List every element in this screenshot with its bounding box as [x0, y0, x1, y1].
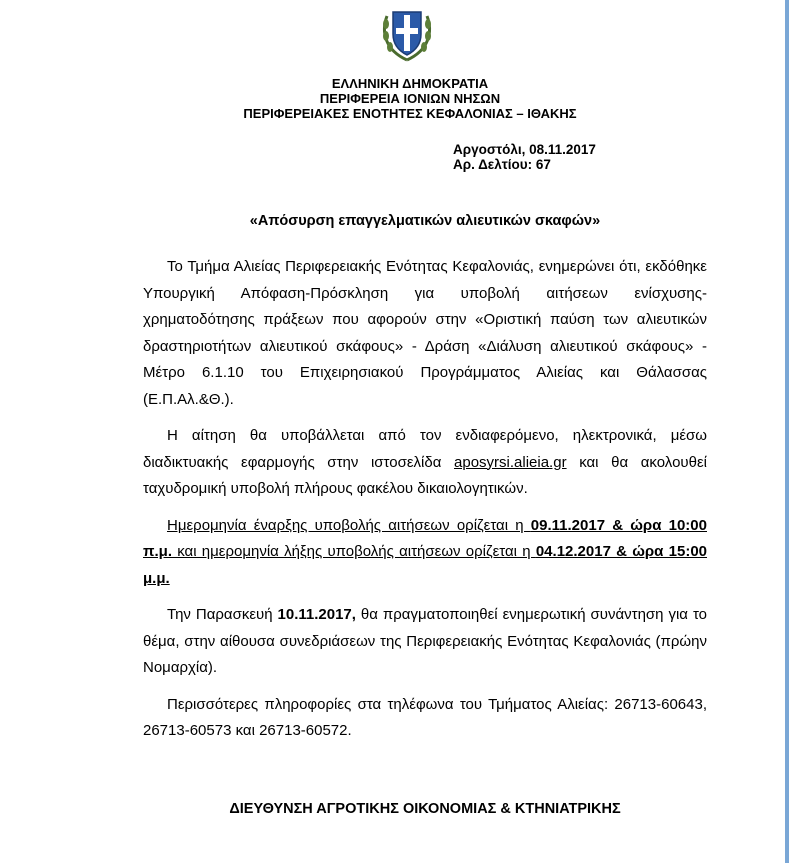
- paragraph-meeting: [143, 602, 707, 682]
- header-line-1: ΕΛΛΗΝΙΚΗ ΔΗΜΟΚΡΑΤΙΑ: [331, 76, 489, 91]
- paragraph-announcement: Το Τμήμα Αλιείας Περιφερειακής Ενότητας Κεφαλονιάς, ενημερώνει ότι, εκδόθηκε Υπουργική Απόφαση-Πρόσκληση για υποβολή αιτήσεων ενίσχυσης-χρηματοδότησης πράξεων που αφορούν στην «Οριστική παύση των αλιευτικών δραστηριοτήτων αλιευτικού σκάφους» - Δράση «Διάλυση αλιευτικού σκάφους» - Μέτρο 6.1.10 του Επιχειρησιακού Προγράμματος Αλιείας και Θάλασσας (Ε.Π.Αλ.&Θ.).: [143, 258, 707, 408]
- dates-text-2: και ημερομηνία λήξης υποβολής αιτήσεων ορίζεται η: [172, 543, 536, 560]
- paragraph-dates: [143, 513, 707, 593]
- dates-text-1: Ημερομηνία έναρξης υποβολής αιτήσεων ορίζεται η: [167, 516, 531, 534]
- document-meta: [453, 142, 596, 172]
- header-line-2: ΠΕΡΙΦΕΡΕΙΑ ΙΟΝΙΩΝ ΝΗΣΩΝ: [319, 91, 501, 106]
- place-date: Αργοστόλι, 08.11.2017: [453, 142, 596, 157]
- bulletin-number: Αρ. Δελτίου: 67: [453, 157, 551, 172]
- document-title: «Απόσυρση επαγγελματικών αλιευτικών σκαφών»: [249, 213, 601, 229]
- page-edge: [785, 0, 789, 863]
- paragraph-application-text-2: και θα ακολουθεί ταχυδρομική υποβολή πλήρους φακέλου δικαιολογητικών.: [143, 453, 707, 497]
- department-signature: ΔΙΕΥΘΥΝΣΗ ΑΓΡΟΤΙΚΗΣ ΟΙΚΟΝΟΜΙΑΣ & ΚΤΗΝΙΑΤΡΙΚΗΣ: [229, 801, 621, 817]
- application-website-link[interactable]: aposyrsi.alieia.gr: [454, 453, 567, 471]
- meeting-text-2: θα πραγματοποιηθεί ενημερωτική συνάντηση για το θέμα, στην αίθουσα συνεδριάσεων της Περιφερειακής Ενότητας Κεφαλονιάς (πρώην Νομαρχία).: [143, 606, 707, 676]
- meeting-text-1: Την Παρασκευή: [167, 606, 278, 623]
- paragraph-application: [143, 423, 707, 503]
- document-body: [143, 254, 707, 755]
- issuer-header: [160, 76, 660, 121]
- paragraph-application-text-1: Η αίτηση θα υποβάλλεται από τον ενδιαφερόμενο, ηλεκτρονικά, μέσω διαδικτυακής εφαρμογής στην ιστοσελίδα: [143, 427, 707, 471]
- greek-coat-of-arms-icon: [379, 4, 435, 64]
- start-date: 09.11.2017 & ώρα 10:00 π.μ.: [143, 516, 707, 560]
- end-date: 04.12.2017 & ώρα 15:00 μ.μ.: [143, 543, 708, 587]
- meeting-date: 10.11.2017,: [277, 606, 356, 623]
- paragraph-contact: Περισσότερες πληροφορίες στα τηλέφωνα του Τμήματος Αλιείας: 26713-60643, 26713-60573 και 26713-60572.: [143, 695, 707, 739]
- header-line-3: ΠΕΡΙΦΕΡΕΙΑΚΕΣ ΕΝΟΤΗΤΕΣ ΚΕΦΑΛΟΝΙΑΣ – ΙΘΑΚΗΣ: [243, 106, 577, 121]
